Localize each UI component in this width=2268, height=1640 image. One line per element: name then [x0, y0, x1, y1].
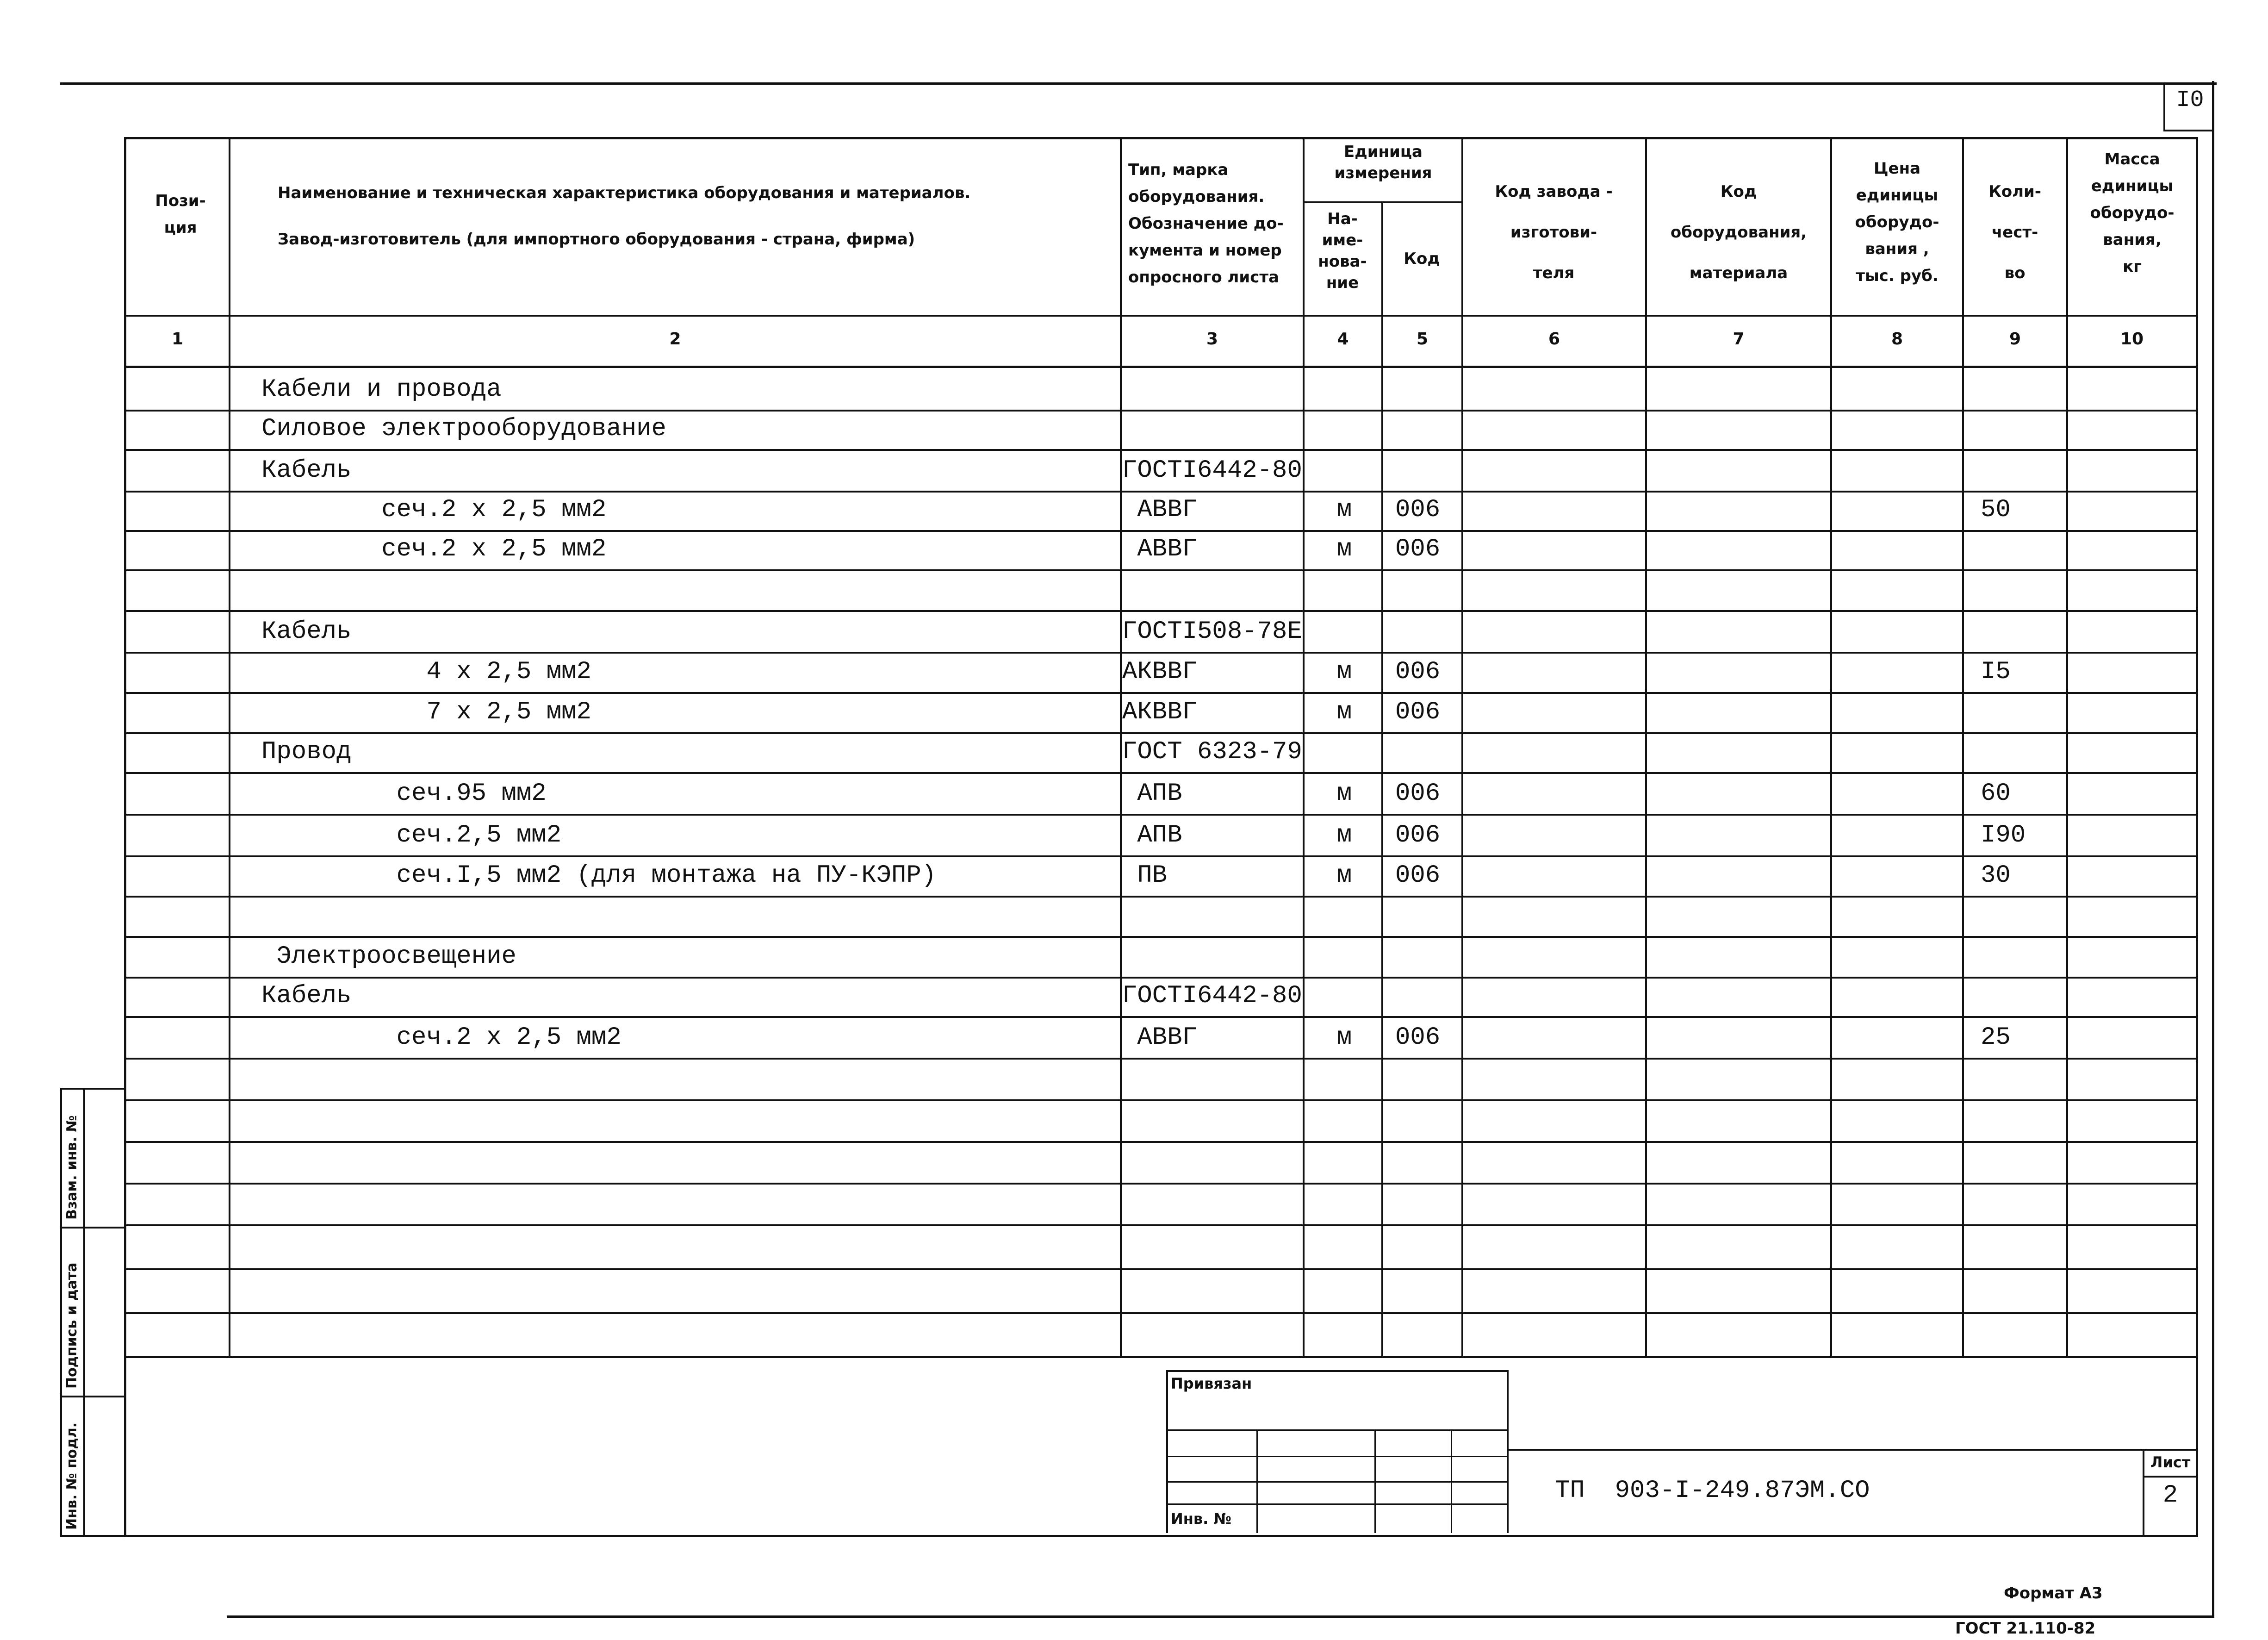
row-unit: м	[1336, 779, 1352, 808]
row-document: ГОСТ 6323-79	[1122, 738, 1302, 766]
col-number-3: 3	[1206, 330, 1218, 349]
side-stamp	[60, 1088, 124, 1537]
header-price: Цена единицы оборудо- вания , тыс. руб.	[1855, 159, 1939, 285]
col-number-4: 4	[1337, 330, 1349, 349]
bottom-border-line	[227, 1615, 2214, 1618]
row-quantity: 25	[1981, 1023, 2011, 1052]
row-unit: м	[1336, 821, 1352, 849]
row-name: сеч.95 мм2	[261, 779, 547, 808]
privyazan-label: Привязан	[1171, 1375, 1252, 1392]
row-unit-code: 006	[1395, 658, 1441, 686]
row-unit: м	[1336, 658, 1352, 686]
row-name: Провод	[261, 738, 352, 766]
header-unit-code: Код	[1404, 249, 1440, 268]
row-name: Кабель	[261, 982, 352, 1010]
col-number-8: 8	[1891, 330, 1903, 349]
row-document: ГОСТI508-78Е	[1122, 617, 1302, 646]
row-unit: м	[1336, 1023, 1352, 1052]
row-name: 4 х 2,5 мм2	[261, 658, 591, 686]
document-code: ТП 903-I-249.87ЭМ.СО	[1555, 1477, 1870, 1505]
row-unit-code: 006	[1395, 1023, 1441, 1052]
header-name: Наименование и техническая характеристика оборудования и материалов.	[278, 184, 971, 202]
header-position: Пози- ция	[155, 192, 206, 237]
col-number-7: 7	[1733, 330, 1745, 349]
row-document: АВВГ	[1122, 535, 1198, 563]
row-document: АКВВГ	[1122, 698, 1198, 726]
row-unit-code: 006	[1395, 535, 1441, 563]
header-manufacturer: Завод-изготовитель (для импортного оборудования - страна, фирма)	[278, 230, 915, 249]
header-equipment-code: Код оборудования, материала	[1670, 182, 1807, 282]
header-type: Тип, марка оборудования. Обозначение до- кумента и номер опросного листа	[1128, 161, 1284, 287]
stamp-privyazan	[1166, 1370, 1509, 1533]
row-name: Кабель	[261, 617, 352, 646]
header-unit: Единица измерения	[1334, 143, 1432, 182]
list-number: 2	[2162, 1481, 2178, 1509]
side-inv-podl-label: Инв. № подл.	[64, 1422, 80, 1530]
row-quantity: 30	[1981, 861, 2011, 890]
row-name: Кабели и провода	[261, 375, 502, 404]
row-document: АПВ	[1122, 779, 1182, 808]
row-name: сеч.2,5 мм2	[261, 821, 562, 849]
col-number-10: 10	[2120, 330, 2144, 349]
row-name: Силовое электрооборудование	[261, 415, 666, 443]
row-unit: м	[1336, 861, 1352, 890]
side-podpis-label: Подпись и дата	[64, 1262, 80, 1389]
row-unit: м	[1336, 698, 1352, 726]
row-name: сеч.2 х 2,5 мм2	[261, 496, 607, 524]
row-unit: м	[1336, 496, 1352, 524]
col-number-5: 5	[1416, 330, 1429, 349]
row-unit-code: 006	[1395, 779, 1441, 808]
row-document: АКВВГ	[1122, 658, 1198, 686]
col-number-2: 2	[669, 330, 681, 349]
row-name: сеч.I,5 мм2 (для монтажа на ПУ-КЭПР)	[261, 861, 937, 890]
col-number-6: 6	[1548, 330, 1560, 349]
list-label: Лист	[2150, 1453, 2191, 1471]
row-document: ПВ	[1122, 861, 1168, 890]
row-name: Кабель	[261, 456, 352, 485]
header-factory-code: Код завода - изготови- теля	[1495, 182, 1613, 282]
header-unit-name: На- име- нова- ние	[1318, 210, 1367, 292]
row-document: АВВГ	[1122, 496, 1198, 524]
top-border-line	[60, 82, 2217, 85]
row-quantity: 60	[1981, 779, 2011, 808]
row-unit-code: 006	[1395, 861, 1441, 890]
gost-label: ГОСТ 21.110-82	[1955, 1619, 2096, 1638]
inv-no-label: Инв. №	[1171, 1510, 1231, 1528]
row-name: сеч.2 х 2,5 мм2	[261, 1023, 621, 1052]
row-document: ГОСТI6442-80	[1122, 456, 1302, 485]
row-name: сеч.2 х 2,5 мм2	[261, 535, 607, 563]
format-label: Формат А3	[2004, 1584, 2103, 1603]
row-quantity: 50	[1981, 496, 2011, 524]
row-name: 7 х 2,5 мм2	[261, 698, 591, 726]
row-unit-code: 006	[1395, 496, 1441, 524]
side-vzam-label: Взам. инв. №	[64, 1115, 80, 1220]
row-document: АПВ	[1122, 821, 1182, 849]
row-unit-code: 006	[1395, 698, 1441, 726]
right-border-line	[2212, 81, 2214, 1618]
col-number-9: 9	[2009, 330, 2021, 349]
row-document: АВВГ	[1122, 1023, 1198, 1052]
col-number-1: 1	[171, 330, 184, 349]
row-unit-code: 006	[1395, 821, 1441, 849]
row-name: Электроосвещение	[261, 942, 516, 971]
row-quantity: I5	[1981, 658, 2011, 686]
header-mass: Масса единицы оборудо- вания, кг	[2090, 150, 2175, 276]
row-document: ГОСТI6442-80	[1122, 982, 1302, 1010]
row-quantity: I90	[1981, 821, 2026, 849]
header-quantity: Коли- чест- во	[1988, 182, 2041, 282]
sheet-number: I0	[2176, 87, 2204, 113]
row-unit: м	[1336, 535, 1352, 563]
